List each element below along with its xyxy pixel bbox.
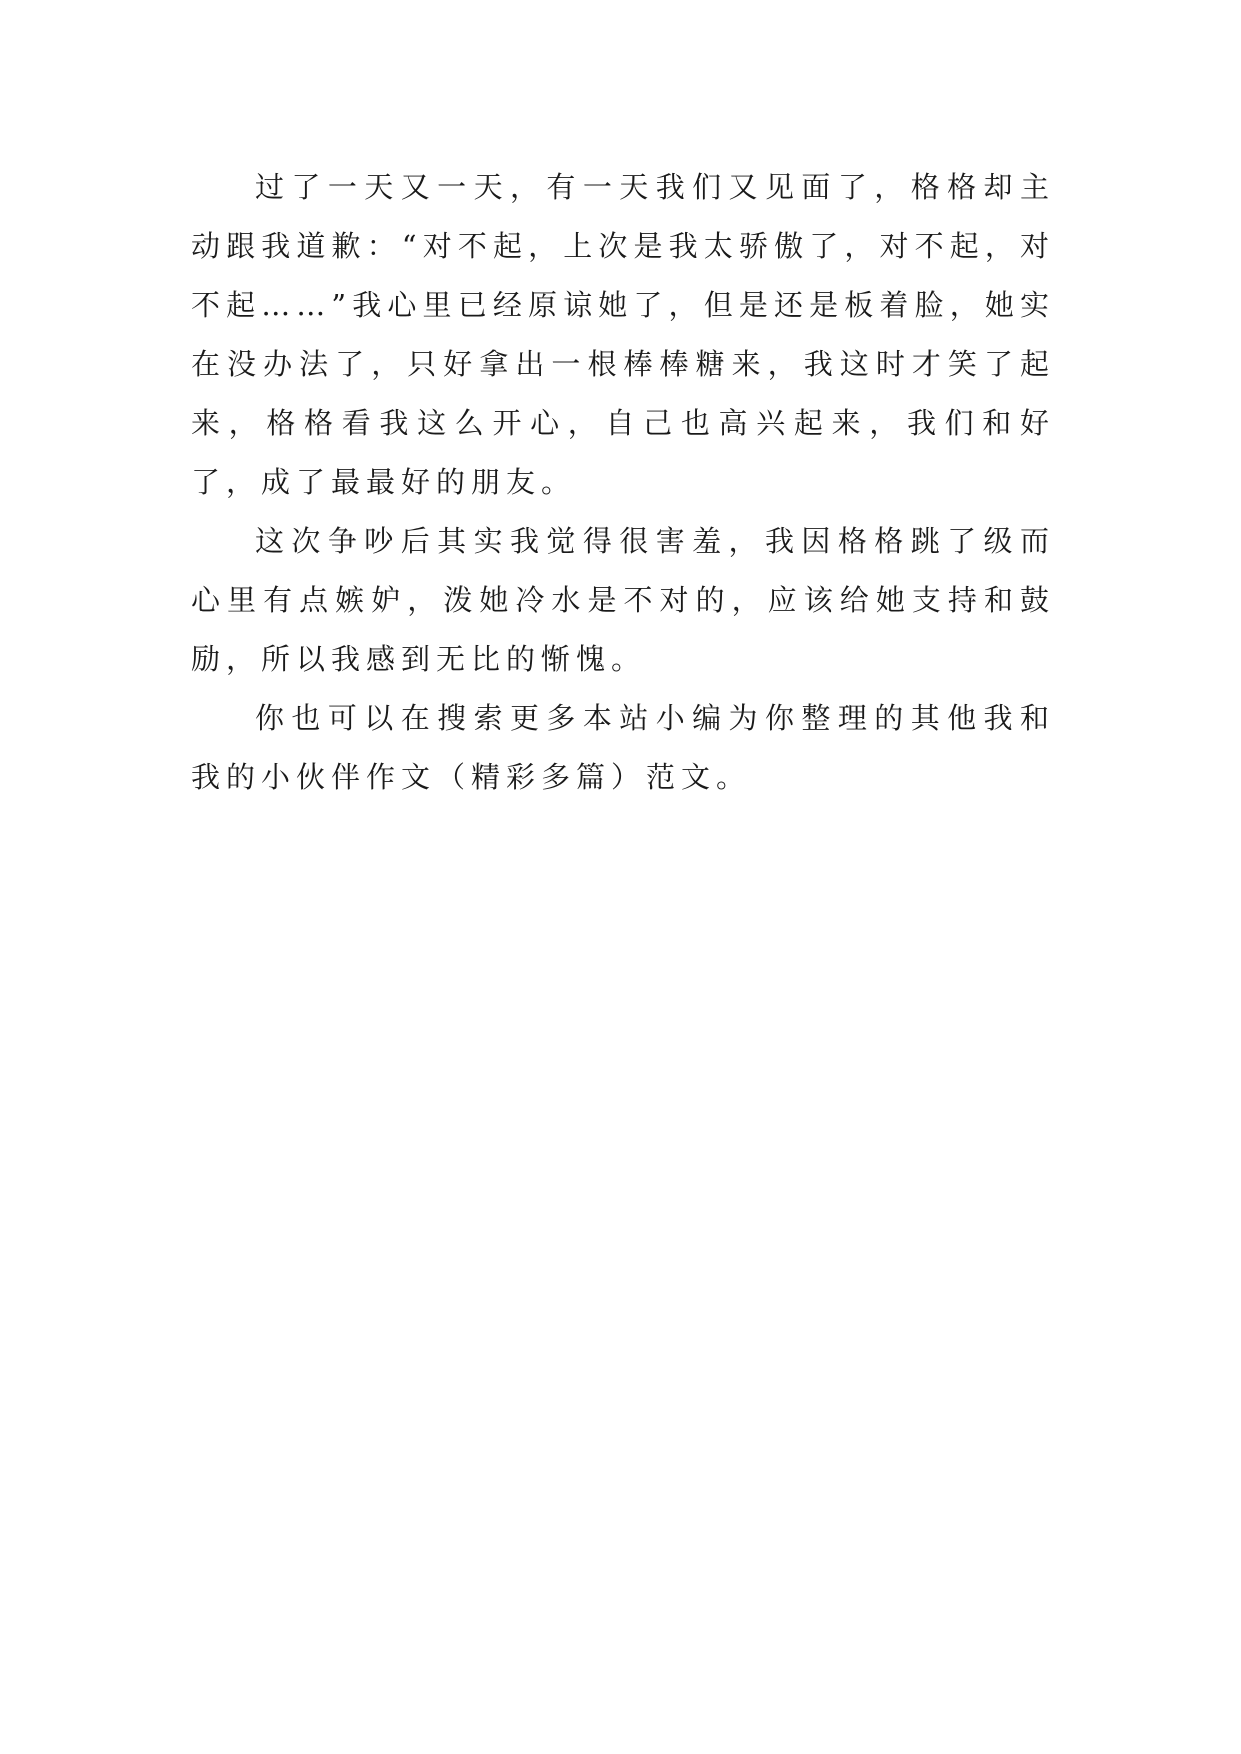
paragraph-reflection: 这次争吵后其实我觉得很害羞，我因格格跳了级而心里有点嫉妒，泼她冷水是不对的，应该给她支持和鼓励，所以我感到无比的惭愧。	[191, 524, 1055, 676]
document-body	[191, 158, 1055, 807]
paragraph-closing-note: 你也可以在搜索更多本站小编为你整理的其他我和我的小伙伴作文（精彩多篇）范文。	[191, 701, 1055, 794]
paragraph-reconciliation: 过了一天又一天，有一天我们又见面了，格格却主动跟我道歉：“对不起，上次是我太骄傲了，对不起，对不起……”我心里已经原谅她了，但是还是板着脸，她实在没办法了，只好拿出一根棒棒糖来，我这时才笑了起来，格格看我这么开心，自己也高兴起来，我们和好了，成了最最好的朋友。	[191, 170, 1055, 499]
